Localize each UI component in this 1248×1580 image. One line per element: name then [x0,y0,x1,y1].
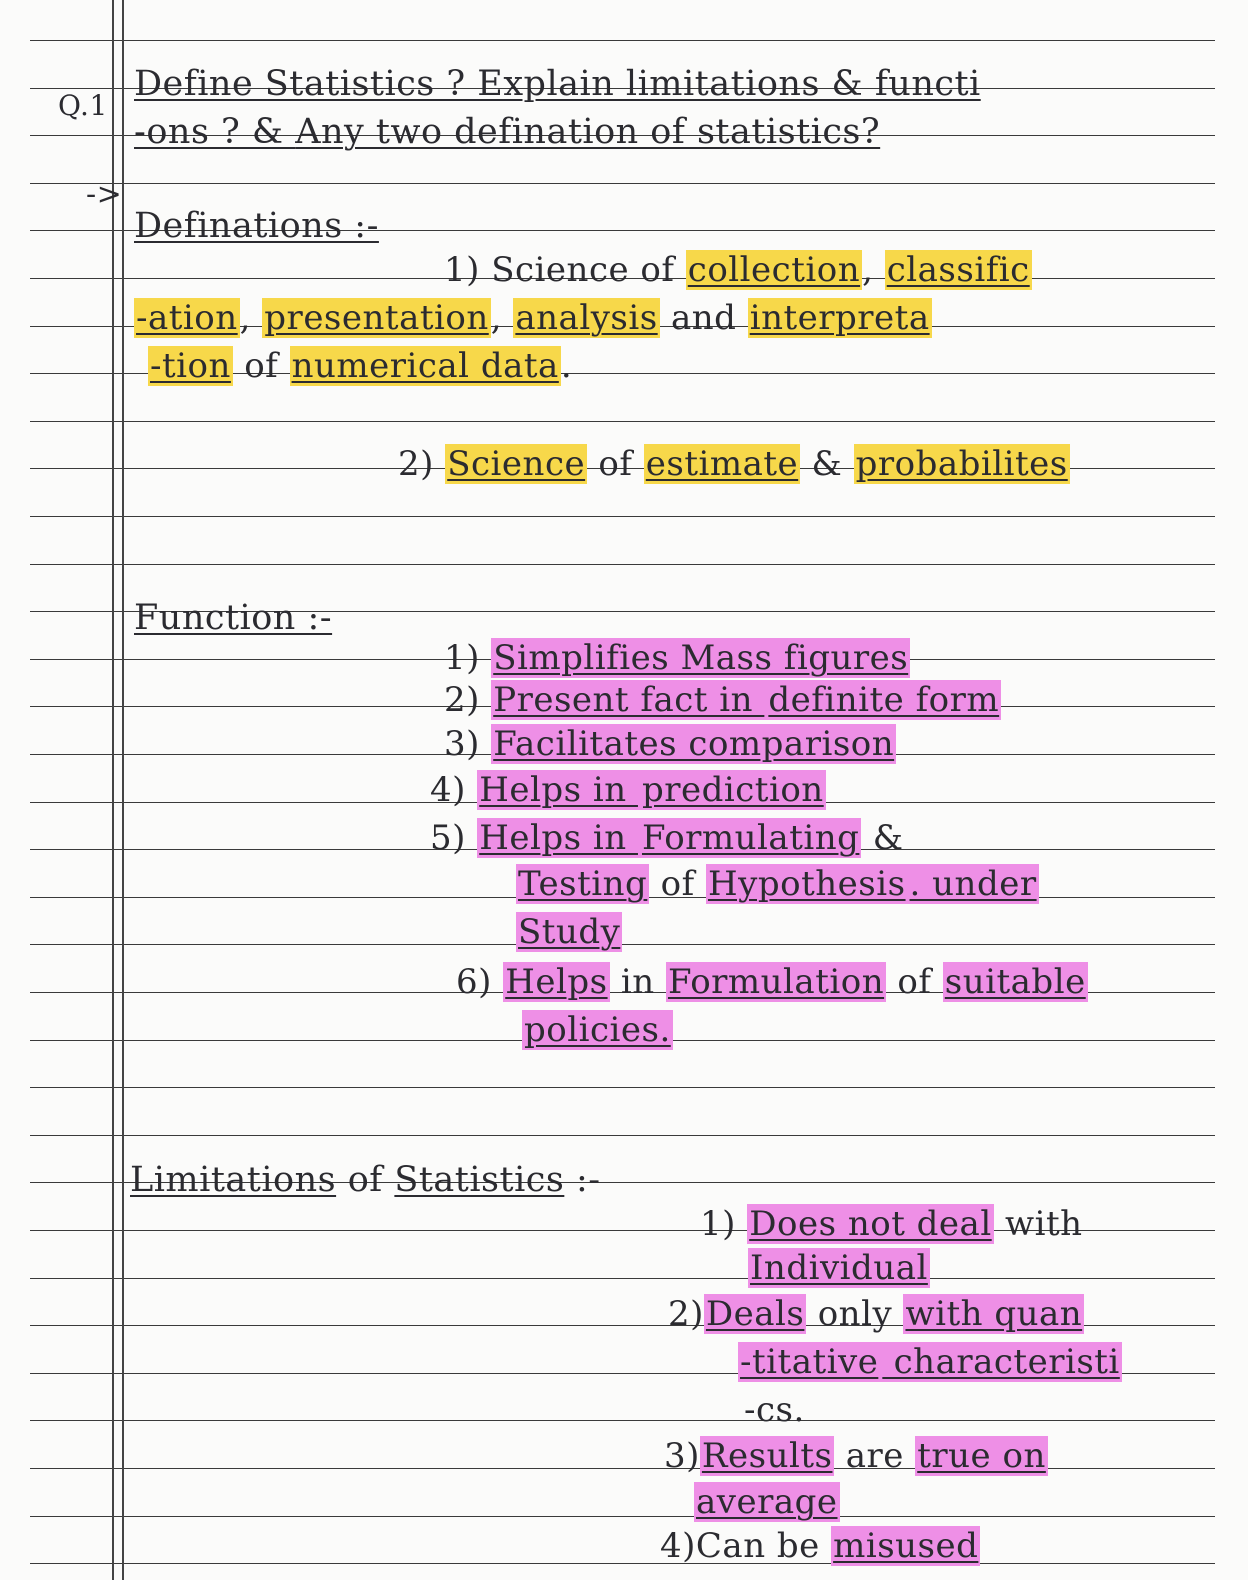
definition-1-interpretation-a: interpreta [749,298,930,338]
function-6-text-a: Helps [505,962,608,1002]
definition-1-collection: collection [687,250,861,290]
function-5-text-b: Formulating [641,818,860,858]
limitation-item-2-line-3 [744,1390,805,1430]
ruled-line [30,564,1215,565]
function-2-text-b: definite form [768,680,1000,720]
definition-2-science: Science [447,444,586,484]
limitation-2-text-a: Deals [705,1294,805,1334]
question-number: Q.1 [58,89,108,122]
function-item-5-line-2 [516,864,1039,904]
definition-2 [398,444,1070,484]
ruled-line [30,1135,1215,1136]
function-1-text: Simplifies Mass figures [493,638,909,678]
ruled-line [30,1563,1215,1564]
ruled-line [30,1516,1215,1517]
ruled-line [30,421,1215,422]
function-item-2 [444,680,1001,720]
definition-1-classification-b: -ation [136,298,238,338]
ruled-line [30,944,1215,945]
definition-1-pre: Science of [491,250,686,290]
limitation-3-num: 3) [664,1436,700,1476]
ruled-line [30,40,1215,41]
function-2-text-a: Present fact in [493,680,765,720]
function-item-6-line-2 [522,1010,673,1050]
limitation-2-line3: -cs. [744,1390,805,1430]
limitation-1-text-b: with [993,1204,1083,1244]
limitations-heading-d: :- [564,1160,601,1200]
function-item-5-line-3 [516,912,622,952]
limitation-item-4 [660,1526,980,1566]
definition-1-line-3 [148,346,572,386]
function-4-text-a: Helps in [479,770,638,810]
limitation-2-text-b: only [806,1294,904,1334]
definition-1-and: and [659,298,748,338]
function-5-num: 5) [430,818,466,858]
definition-1-of: of [232,346,290,386]
definition-2-amp: & [800,444,854,484]
function-5-text-c: & [861,818,904,858]
function-1-num: 1) [444,638,480,678]
ruled-line [30,1278,1215,1279]
definition-2-of: of [587,444,644,484]
definition-1-line-2 [134,298,932,338]
limitation-3-text-c: true on [917,1436,1046,1476]
function-item-5 [430,818,903,858]
limitation-3-line2: average [696,1482,838,1522]
margin-line-left [112,0,114,1580]
answer-arrow-icon: -> [86,177,123,212]
function-6-num: 6) [456,962,492,1002]
function-3-text: Facilitates comparison [493,724,895,764]
limitation-4-text-b: misused [833,1526,979,1566]
definition-2-num: 2) [398,444,434,484]
definition-2-probabilities: probabilites [855,444,1068,484]
ruled-line [30,183,1215,184]
definition-1-num: 1) [444,250,480,290]
definitions-heading: Definations :- [134,206,379,246]
limitation-2-line2-a: -titative [740,1342,879,1382]
limitation-3-text-b: are [834,1436,916,1476]
limitation-1-text-a: Does not deal [749,1204,992,1244]
function-item-6 [456,962,1088,1002]
function-5-line2-c: Hypothesis [707,864,906,904]
limitation-1-num: 1) [700,1204,736,1244]
function-5-line2-b: of [649,864,706,904]
limitation-item-1-line-2 [748,1248,930,1288]
ruled-line [30,516,1215,517]
limitation-item-3-line-2 [694,1482,840,1522]
function-3-num: 3) [444,724,480,764]
ruled-line [30,1087,1215,1088]
function-6-text-d: of [886,962,943,1002]
limitation-4-num: 4) [660,1526,696,1566]
definition-2-estimate: estimate [645,444,799,484]
function-5-line3: Study [518,912,621,952]
limitation-4-text-a: Can be [695,1526,832,1566]
question-line-2-prefix: -ons ? & [134,112,296,152]
limitations-heading [130,1160,601,1200]
functions-heading: Function :- [134,598,333,638]
ruled-line [30,1420,1215,1421]
definition-1-comma2: , [239,298,263,338]
limitation-1-line2: Individual [750,1248,928,1288]
definition-1-interpretation-b: -tion [150,346,231,386]
definition-1-line-1 [444,250,1032,290]
question-line-2-rest: Any two defination of statistics? [295,112,881,152]
limitation-item-2 [668,1294,1084,1334]
limitations-heading-a: Limitations [130,1160,337,1200]
definition-1-comma1: , [862,250,885,290]
limitation-item-1 [700,1204,1083,1244]
definition-1-numerical-data: numerical data [291,346,559,386]
function-6-text-e: suitable [944,962,1086,1002]
function-4-num: 4) [430,770,466,810]
limitation-2-line2-b: characteristi [882,1342,1120,1382]
definition-1-end: . [560,346,573,386]
limitation-item-2-line-2 [738,1342,1122,1382]
function-6-text-c: Formulation [667,962,885,1002]
definition-1-analysis: analysis [515,298,658,338]
limitation-3-text-a: Results [701,1436,833,1476]
question-line-1: Define Statistics ? Explain limitations & functi [134,64,981,104]
function-5-line2-d: . under [909,864,1037,904]
limitation-item-3 [664,1436,1048,1476]
function-2-num: 2) [444,680,480,720]
question-line-2 [134,112,880,152]
limitation-2-text-c: with quan [905,1294,1083,1334]
margin-line-right [122,0,124,1580]
function-item-1 [444,638,910,678]
definition-1-presentation: presentation [264,298,489,338]
limitations-heading-b: of [336,1160,395,1200]
function-item-4 [430,770,826,810]
function-4-text-b: prediction [641,770,824,810]
limitation-2-num: 2) [668,1294,704,1334]
function-5-line2-a: Testing [518,864,648,904]
function-item-3 [444,724,896,764]
function-6-text-b: in [609,962,666,1002]
function-5-text-a: Helps in [479,818,638,858]
limitations-heading-c: Statistics [394,1160,565,1200]
function-6-line2: policies. [524,1010,671,1050]
definition-1-classification-a: classific [886,250,1030,290]
definition-1-comma3: , [490,298,514,338]
